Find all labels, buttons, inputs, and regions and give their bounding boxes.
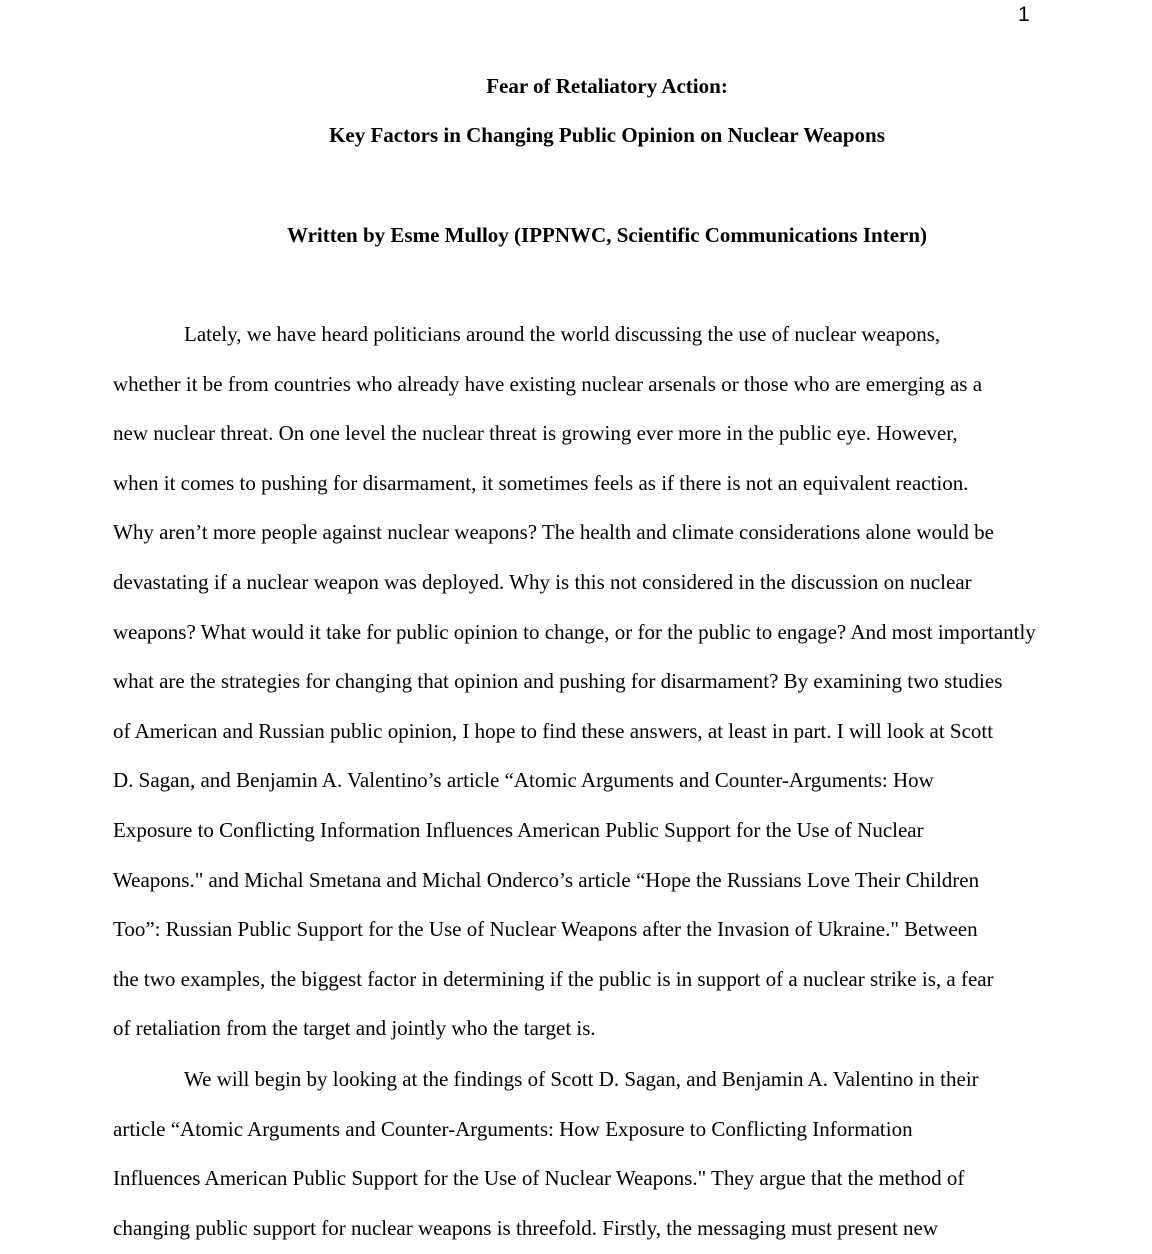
- document-subtitle: Key Factors in Changing Public Opinion on Nuclear Weapons: [329, 123, 885, 147]
- paragraph-line: article “Atomic Arguments and Counter-Arguments: How Exposure to Conflicting Information: [113, 1116, 913, 1141]
- paragraph-line: Weapons." and Michal Smetana and Michal Onderco’s article “Hope the Russians Love Their Children: [113, 867, 980, 892]
- paragraph-introduction: [113, 310, 1043, 1054]
- author-byline: Written by Esme Mulloy (IPPNWC, Scientific Communications Intern): [286, 223, 928, 247]
- paragraph-line: of American and Russian public opinion, I hope to find these answers, at least in part. I will look at Scott: [113, 718, 994, 743]
- paragraph-line: We will begin by looking at the findings of Scott D. Sagan, and Benjamin A. Valentino in their: [184, 1067, 979, 1091]
- paragraph-line: Exposure to Conflicting Information Influences American Public Support for the Use of Nuclear: [113, 817, 924, 842]
- paragraph-line: when it comes to pushing for disarmament, it sometimes feels as if there is not an equivalent reaction.: [113, 470, 969, 495]
- paragraph-line: what are the strategies for changing that opinion and pushing for disarmament? By examining two studies: [113, 669, 1003, 694]
- paragraph-line: changing public support for nuclear weapons is threefold. Firstly, the messaging must present new: [113, 1215, 939, 1240]
- page-number: 1: [1018, 3, 1030, 26]
- paragraph-line: Why aren’t more people against nuclear weapons? The health and climate considerations alone would be: [113, 520, 994, 545]
- paragraph-sagan-valentino: [113, 1055, 1043, 1253]
- paragraph-line: whether it be from countries who already have existing nuclear arsenals or those who are emerging as a: [113, 371, 983, 396]
- paragraph-line: Influences American Public Support for the Use of Nuclear Weapons." They argue that the method of: [113, 1166, 965, 1191]
- paragraph-line: devastating if a nuclear weapon was deployed. Why is this not considered in the discussion on nuclear: [113, 569, 972, 594]
- paragraph-line: new nuclear threat. On one level the nuclear threat is growing ever more in the public eye. However,: [113, 421, 958, 446]
- paragraph-line: Lately, we have heard politicians around the world discussing the use of nuclear weapons,: [184, 322, 941, 346]
- paragraph-line: weapons? What would it take for public opinion to change, or for the public to engage? And most importantly: [113, 619, 1036, 644]
- paragraph-line: the two examples, the biggest factor in determining if the public is in support of a nuclear strike is, a fear: [113, 966, 994, 991]
- paragraph-line: D. Sagan, and Benjamin A. Valentino’s article “Atomic Arguments and Counter-Arguments: How: [113, 768, 934, 793]
- paragraph-line: of retaliation from the target and jointly who the target is.: [113, 1016, 596, 1041]
- document-title: Fear of Retaliatory Action:: [486, 74, 728, 98]
- paragraph-line: Too”: Russian Public Support for the Use of Nuclear Weapons after the Invasion of Ukraine." Between: [113, 917, 978, 942]
